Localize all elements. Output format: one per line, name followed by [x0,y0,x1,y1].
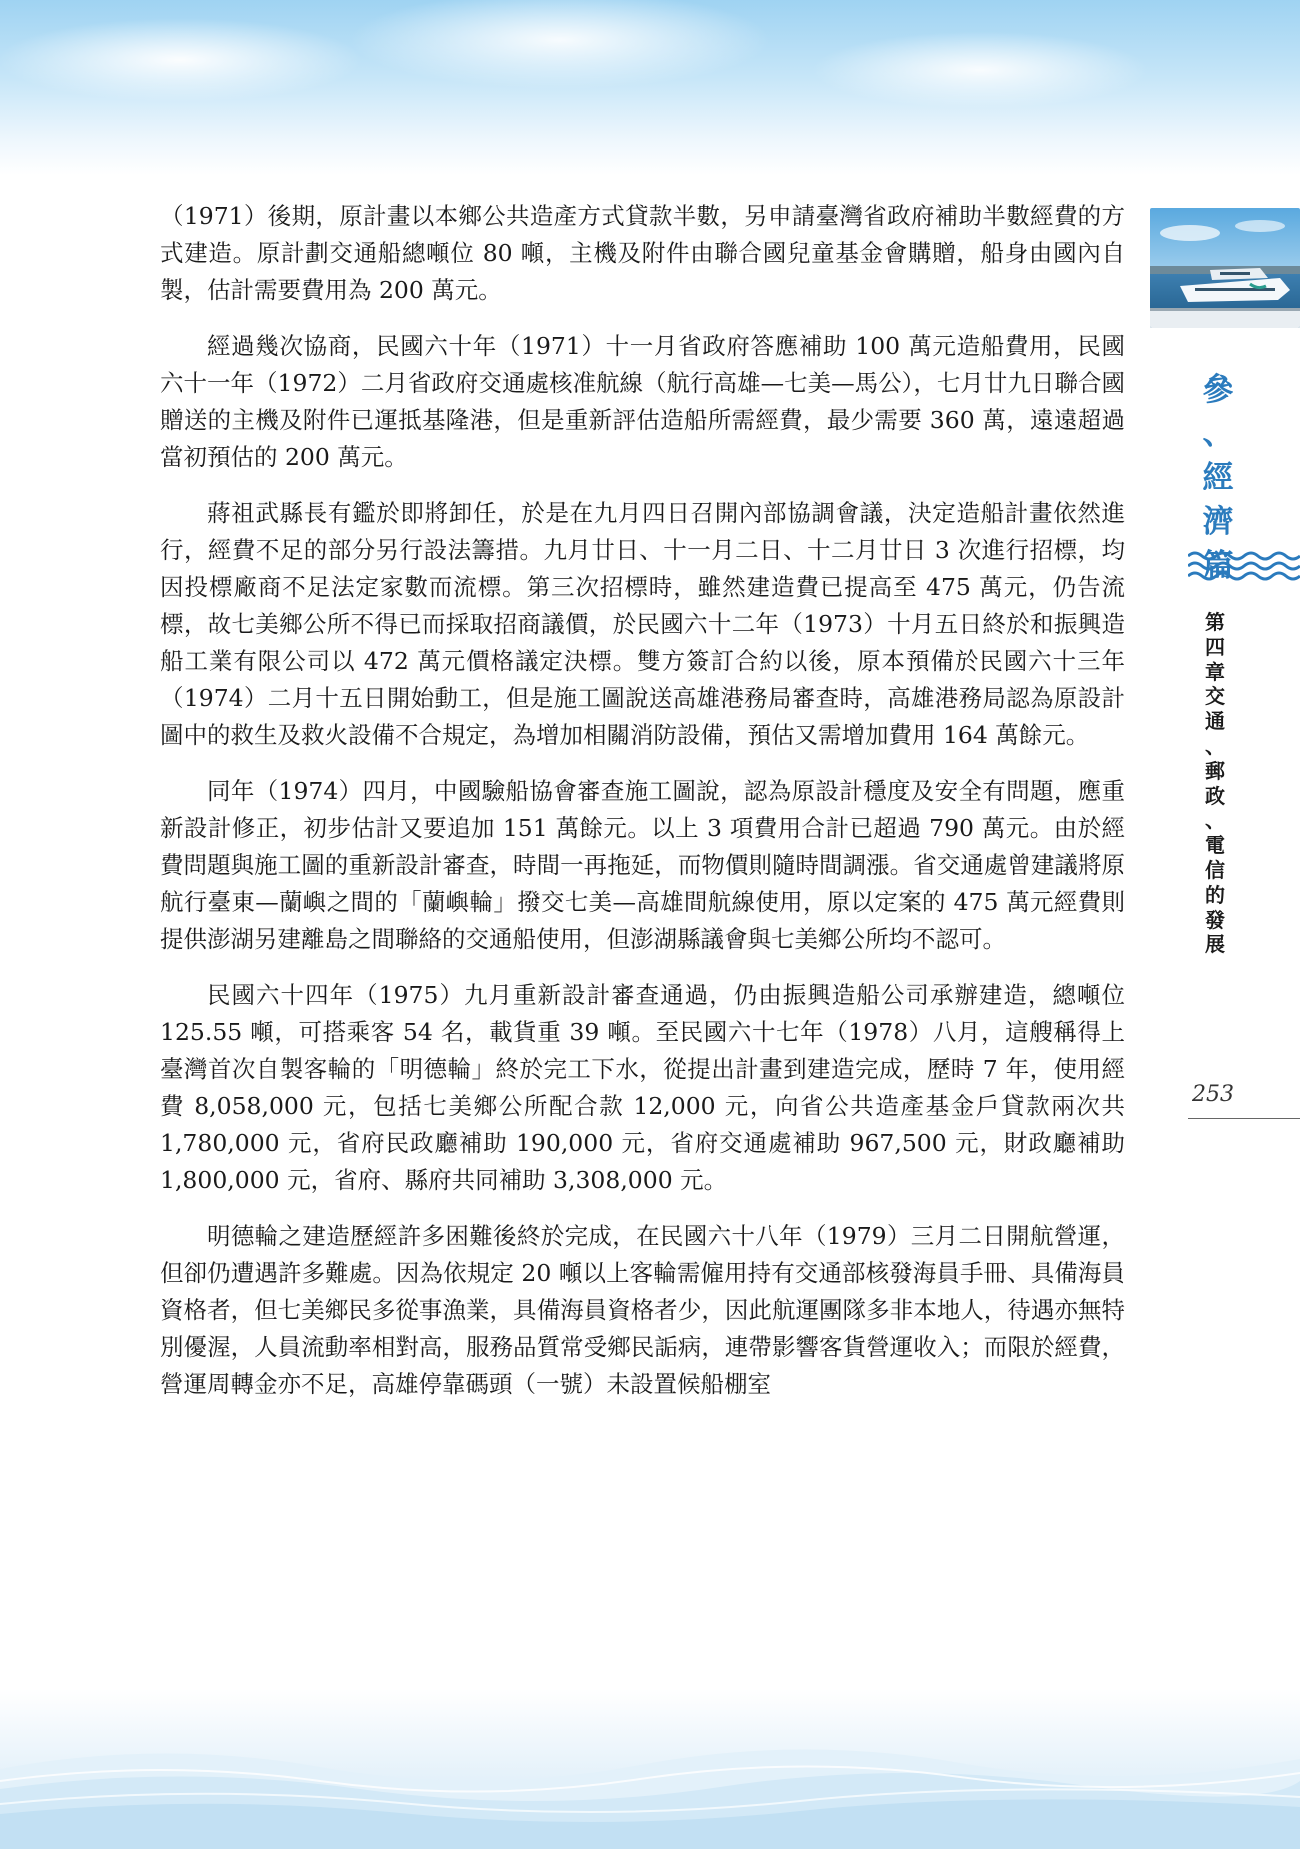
chapter-char: 交 [1205,684,1225,709]
wave-footer-decoration [0,1689,1300,1849]
section-char: 濟 [1202,504,1234,540]
chapter-char: 信 [1205,857,1225,882]
paragraph-3: 蔣祖武縣長有鑑於即將卸任，於是在九月四日召開內部協調會議，決定造船計畫依然進行，經費不足的部分另行設法籌措。九月廿日、十一月二日、十二月廿日 3 次進行招標，均因投標廠商不足法定家數而流標。第三次招標時，雖然建造費已提高至 475 萬元，仍告流標，故七美鄉公所不得已而採取招商議價，於民國六十二年（1973）十月五日終於和振興造船工業有限公司以 472 萬元價格議定決標。雙方簽訂合約以後，原本預備於民國六十三年（1974）二月十五日開始動工，但是施工圖說送高雄港務局審查時，高雄港務局認為原設計圖中的救生及救火設備不合規定，為增加相關消防設備，預估又需增加費用 164 萬餘元。 [160,499,1125,749]
page-number: 253 [1192,1082,1234,1107]
chapter-title-vertical [1200,610,1230,957]
chapter-char: 郵 [1205,758,1225,783]
chapter-char: 電 [1205,833,1225,858]
page-number-rule [1188,1118,1300,1119]
ferry-photo [1150,208,1300,328]
paragraph-2: 經過幾次協商，民國六十年（1971）十一月省政府答應補助 100 萬元造船費用，民國六十一年（1972）二月省政府交通處核准航線（航行高雄—七美—馬公），七月廿九日聯合國贈送的主機及附件已運抵基隆港，但是重新評估造船所需經費，最少需要 360 萬，遠遠超過當初預估的 200 萬元。 [160,332,1125,471]
chapter-char: 發 [1205,907,1225,932]
chapter-char: 通 [1205,709,1225,734]
chapter-char: 展 [1205,932,1225,957]
paragraph-4: 同年（1974）四月，中國驗船協會審查施工圖說，認為原設計穩度及安全有問題，應重新設計修正，初步估計又要追加 151 萬餘元。以上 3 項費用合計已超過 790 萬元。由於經費問題與施工圖的重新設計審查，時間一再拖延，而物價則隨時間調漲。省交通處曾建議將原航行臺東—蘭嶼之間的「蘭嶼輪」撥交七美—高雄間航線使用，原以定案的 475 萬元經費則提供澎湖另建離島之間聯絡的交通船使用，但澎湖縣議會與七美鄉公所均不認可。 [160,777,1125,953]
section-char: 參 [1202,372,1234,408]
chapter-char: 第 [1205,610,1225,634]
paragraph-5: 民國六十四年（1975）九月重新設計審查通過，仍由振興造船公司承辦建造，總噸位 125.55 噸，可搭乘客 54 名，載貨重 39 噸。至民國六十七年（1978）八月，這艘稱得上臺灣首次自製客輪的「明德輪」終於完工下水，從提出計畫到建造完成，歷時 7 年，使用經費 8,058,000 元，包括七美鄉公所配合款 12,000 元，向省公共造產基金戶貸款兩次共 1,780,000 元，省府民政廳補助 190,000 元，省府交通處補助 967,500 元，財政廳補助 1,800,000 元，省府、縣府共同補助 3,308,000 元。 [160,981,1125,1194]
sky-header-decoration [0,0,1300,175]
section-char: 篇 [1202,548,1234,584]
chapter-char: 四 [1205,634,1225,659]
chapter-char: 的 [1205,882,1225,907]
chapter-char: 、 [1205,808,1225,833]
section-char: 經 [1202,460,1234,496]
body-text [160,198,1125,1422]
wave-divider-icon [1188,548,1300,586]
section-char: 、 [1202,416,1234,452]
paragraph-1: （1971）後期，原計畫以本鄉公共造產方式貸款半數，另申請臺灣省政府補助半數經費的方式建造。原計劃交通船總噸位 80 噸，主機及附件由聯合國兒童基金會購贈，船身由國內自製，估計需要費用為 200 萬元。 [160,202,1125,304]
chapter-char: 、 [1205,733,1225,758]
chapter-char: 章 [1205,659,1225,684]
chapter-char: 政 [1205,783,1225,808]
paragraph-6: 明德輪之建造歷經許多困難後終於完成，在民國六十八年（1979）三月二日開航營運，但卻仍遭遇許多難處。因為依規定 20 噸以上客輪需僱用持有交通部核發海員手冊、具備海員資格者，但七美鄉民多從事漁業，具備海員資格者少，因此航運團隊多非本地人，待遇亦無特別優渥，人員流動率相對高，服務品質常受鄉民詬病，連帶影響客貨營運收入；而限於經費，營運周轉金亦不足，高雄停靠碼頭（一號）未設置候船棚室 [160,1222,1125,1398]
